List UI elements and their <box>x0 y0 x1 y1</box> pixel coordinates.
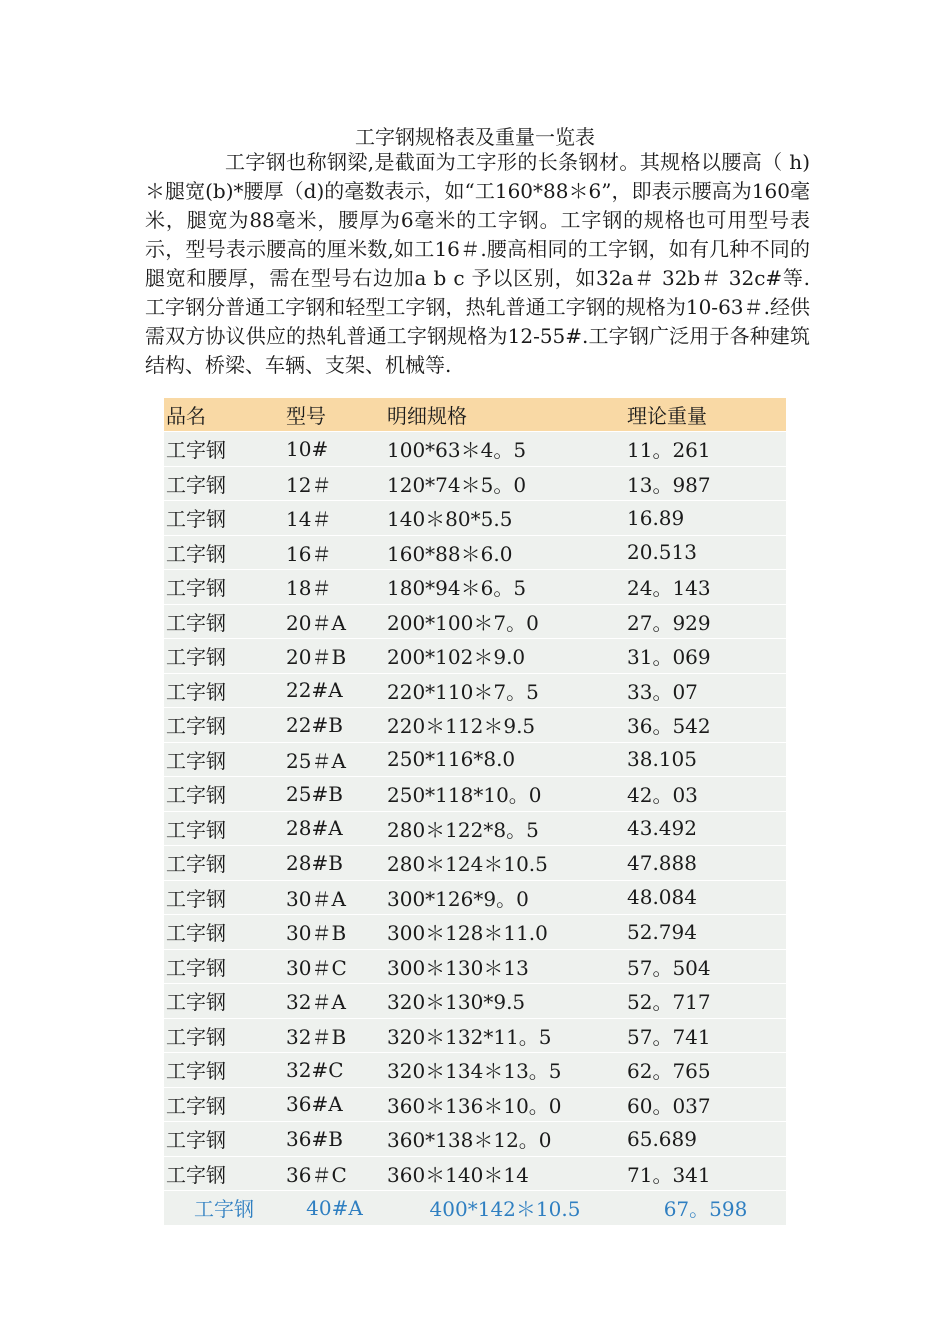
table-row <box>164 639 786 674</box>
table-row <box>164 915 786 950</box>
cell-theoretical-weight: 13。987 <box>627 472 711 497</box>
cell-theoretical-weight: 20.513 <box>627 540 697 565</box>
cell-model: 36＃C <box>286 1162 347 1187</box>
cell-product-name: 工字钢 <box>166 610 226 635</box>
cell-product-name: 工字钢 <box>166 541 226 566</box>
cell-product-name: 工字钢 <box>166 1162 226 1187</box>
cell-product-name: 工字钢 <box>166 817 226 842</box>
cell-product-name: 工字钢 <box>166 438 226 463</box>
cell-model: 25#B <box>286 781 343 806</box>
table-row <box>164 501 786 536</box>
cell-model: 30＃A <box>286 886 346 911</box>
cell-specification: 200*100＊7。0 <box>387 610 539 635</box>
cell-model: 14＃ <box>286 507 332 532</box>
table-row <box>164 570 786 605</box>
cell-specification: 280＊122*8。5 <box>387 817 539 842</box>
table-row <box>164 777 786 812</box>
cell-model: 30＃B <box>286 921 347 946</box>
table-header <box>164 398 786 432</box>
cell-specification: 180*94＊6。5 <box>387 576 527 601</box>
cell-specification: 250*118*10。0 <box>387 783 542 808</box>
cell-product-name: 工字钢 <box>166 990 226 1015</box>
cell-model: 20＃B <box>286 645 347 670</box>
cell-specification: 320＊130*9.5 <box>387 990 526 1015</box>
cell-model: 32＃A <box>286 990 346 1015</box>
cell-product-name: 工字钢 <box>166 748 226 773</box>
cell-theoretical-weight: 52。717 <box>627 990 711 1015</box>
cell-model: 12＃ <box>286 472 332 497</box>
header-row <box>164 398 786 432</box>
header-theoretical-weight: 理论重量 <box>627 404 707 428</box>
cell-product-name: 工字钢 <box>166 1059 226 1084</box>
cell-theoretical-weight: 43.492 <box>627 816 697 841</box>
cell-theoretical-weight: 48.084 <box>627 885 697 910</box>
cell-theoretical-weight: 62。765 <box>627 1059 711 1084</box>
page-title: 工字钢规格表及重量一览表 <box>355 125 595 149</box>
cell-theoretical-weight: 65.689 <box>627 1126 697 1151</box>
cell-model: 16＃ <box>286 541 332 566</box>
cell-theoretical-weight: 42。03 <box>627 783 698 808</box>
cell-theoretical-weight: 57。741 <box>627 1024 711 1049</box>
cell-specification: 220*110＊7。5 <box>387 679 539 704</box>
table-row <box>164 1053 786 1088</box>
cell-specification: 320＊132*11。5 <box>387 1024 552 1049</box>
table-row <box>164 811 786 846</box>
cell-specification: 280＊124＊10.5 <box>387 852 548 877</box>
cell-theoretical-weight: 24。143 <box>627 576 711 601</box>
cell-specification: 220＊112＊9.5 <box>387 714 536 739</box>
cell-product-name: 工字钢 <box>166 1093 226 1118</box>
table-row <box>164 1122 786 1157</box>
cell-model: 18＃ <box>286 576 332 601</box>
cell-product-name: 工字钢 <box>166 507 226 532</box>
cell-specification: 360*138＊12。0 <box>387 1128 552 1153</box>
cell-model: 32#C <box>286 1057 344 1082</box>
cell-model: 22#A <box>286 678 343 703</box>
cell-product-name: 工字钢 <box>166 472 226 497</box>
cell-specification: 250*116*8.0 <box>387 747 516 772</box>
cell-product-name: 工字钢 <box>166 921 226 946</box>
cell-specification: 100*63＊4。5 <box>387 438 527 463</box>
cell-theoretical-weight: 52.794 <box>627 919 697 944</box>
cell-specification: 160*88＊6.0 <box>387 541 513 566</box>
cell-specification: 320＊134＊13。5 <box>387 1059 562 1084</box>
cell-product-name: 工字钢 <box>166 886 226 911</box>
header-model: 型号 <box>286 404 326 428</box>
cell-theoretical-weight: 67。598 <box>663 1197 748 1222</box>
cell-product-name: 工字钢 <box>166 714 226 739</box>
cell-model: 10# <box>286 436 329 461</box>
cell-product-name: 工字钢 <box>194 1197 254 1222</box>
cell-model: 22#B <box>286 712 343 737</box>
cell-product-name: 工字钢 <box>166 783 226 808</box>
table-row <box>164 949 786 984</box>
cell-model: 28#A <box>286 816 343 841</box>
cell-specification: 300＊128＊11.0 <box>387 921 548 946</box>
cell-specification: 300*126*9。0 <box>387 886 529 911</box>
cell-theoretical-weight: 36。542 <box>627 714 711 739</box>
cell-theoretical-weight: 60。037 <box>627 1093 711 1118</box>
cell-theoretical-weight: 11。261 <box>627 438 711 463</box>
cell-specification: 360＊140＊14 <box>387 1162 529 1187</box>
cell-specification: 360＊136＊10。0 <box>387 1093 562 1118</box>
cell-model: 36#A <box>286 1092 343 1117</box>
cell-model: 40#A <box>306 1195 363 1220</box>
cell-model: 25＃A <box>286 748 346 773</box>
cell-product-name: 工字钢 <box>166 955 226 980</box>
table-row <box>164 604 786 639</box>
table-row <box>164 708 786 743</box>
table-row <box>164 432 786 467</box>
cell-model: 32＃B <box>286 1024 347 1049</box>
table-row <box>164 1018 786 1053</box>
cell-theoretical-weight: 27。929 <box>627 610 711 635</box>
cell-product-name: 工字钢 <box>166 645 226 670</box>
cell-theoretical-weight: 71。341 <box>627 1162 711 1187</box>
table-row <box>164 1087 786 1122</box>
cell-product-name: 工字钢 <box>166 1128 226 1153</box>
table-row <box>164 880 786 915</box>
cell-product-name: 工字钢 <box>166 576 226 601</box>
cell-specification: 400*142＊10.5 <box>429 1197 581 1222</box>
table-row <box>164 535 786 570</box>
cell-specification: 300＊130＊13 <box>387 955 529 980</box>
table-row <box>164 742 786 777</box>
cell-theoretical-weight: 16.89 <box>627 505 685 530</box>
cell-theoretical-weight: 47.888 <box>627 850 697 875</box>
spec-table <box>164 398 786 1225</box>
header-specification: 明细规格 <box>387 404 467 428</box>
table-row <box>164 466 786 501</box>
table-row <box>164 1156 786 1191</box>
table-body <box>164 432 786 1225</box>
cell-theoretical-weight: 33。07 <box>627 679 698 704</box>
cell-specification: 200*102＊9.0 <box>387 645 526 670</box>
cell-theoretical-weight: 38.105 <box>627 747 697 772</box>
table-row <box>164 984 786 1019</box>
cell-model: 20＃A <box>286 610 346 635</box>
cell-model: 28#B <box>286 850 343 875</box>
cell-model: 36#B <box>286 1126 343 1151</box>
cell-theoretical-weight: 31。069 <box>627 645 711 670</box>
cell-product-name: 工字钢 <box>166 852 226 877</box>
table-row <box>164 673 786 708</box>
cell-model: 30＃C <box>286 955 347 980</box>
cell-product-name: 工字钢 <box>166 1024 226 1049</box>
cell-specification: 140＊80*5.5 <box>387 507 513 532</box>
intro-paragraph: 工字钢也称钢梁,是截面为工字形的长条钢材。其规格以腰高（ h)＊腿宽(b)*腰厚（d)的毫数表示，如“工160*88＊6”，即表示腰高为160毫米，腿宽为88毫米，腰厚为6毫米的工字钢。工字钢的规格也可用型号表示，型号表示腰高的厘米数,如工16＃.腰高相同的工字钢，如有几种不同的腿宽和腰厚，需在型号右边加a b c 予以区别，如32a＃ 32b＃ 32c#等. 工字钢分普通工字钢和轻型工字钢，热轧普通工字钢的规格为10-63＃.经供需双方协议供应的热轧普通工字钢规格为12-55#.工字钢广泛用于各种建筑结构、桥梁、车辆、支架、机械等. <box>145 150 810 377</box>
cell-product-name: 工字钢 <box>166 679 226 704</box>
cell-theoretical-weight: 57。504 <box>627 955 711 980</box>
table-row <box>164 846 786 881</box>
header-product-name: 品名 <box>166 404 206 428</box>
table-row <box>164 1191 786 1225</box>
cell-specification: 120*74＊5。0 <box>387 472 527 497</box>
